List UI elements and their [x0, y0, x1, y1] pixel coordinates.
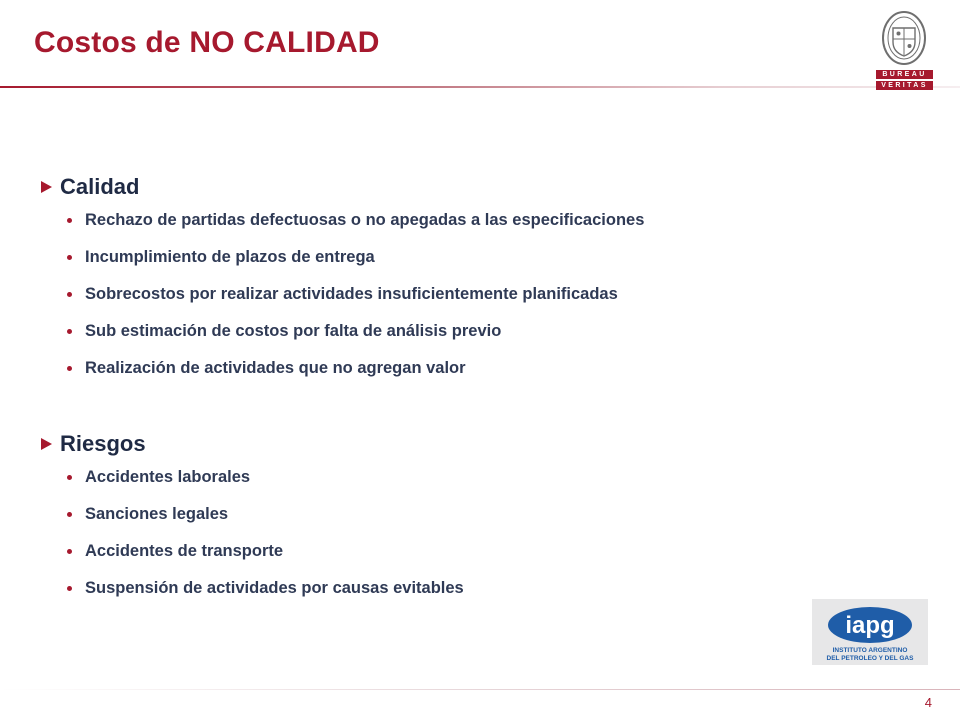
list-item-text: Sobrecostos por realizar actividades insuficientemente planificadas	[85, 285, 618, 303]
dot-bullet-icon	[67, 512, 72, 517]
iapg-caption-line2: DEL PETROLEO Y DEL GAS	[826, 655, 914, 662]
dot-bullet-icon	[67, 549, 72, 554]
triangle-bullet-icon	[41, 181, 52, 193]
list-item	[67, 239, 644, 276]
svg-text:iapg: iapg	[845, 612, 895, 639]
list-item-text: Suspensión de actividades por causas evitables	[85, 579, 464, 597]
dot-bullet-icon	[67, 475, 72, 480]
list-item	[67, 202, 644, 239]
section-title-riesgos: Riesgos	[60, 431, 146, 456]
iapg-caption-line1: INSTITUTO ARGENTINO	[832, 647, 908, 654]
list-item	[67, 350, 644, 387]
section-heading	[40, 172, 644, 202]
triangle-bullet-icon	[41, 438, 52, 450]
list-item	[67, 570, 464, 607]
bureau-label: BUREAU	[876, 70, 933, 79]
iapg-logo	[812, 599, 928, 665]
list-item-text: Rechazo de partidas defectuosas o no apegadas a las especificaciones	[85, 211, 645, 229]
list-item	[67, 496, 464, 533]
dot-bullet-icon	[67, 218, 72, 223]
list-item	[67, 533, 464, 570]
bureau-veritas-logo	[873, 10, 935, 88]
title-divider	[0, 86, 960, 88]
list-item-text: Realización de actividades que no agregan valor	[85, 359, 466, 377]
page-number: 4	[924, 695, 932, 710]
dot-bullet-icon	[67, 329, 72, 334]
calidad-list	[40, 202, 644, 387]
dot-bullet-icon	[67, 292, 72, 297]
footer-divider	[0, 689, 960, 690]
list-item	[67, 313, 644, 350]
slide-title: Costos de NO CALIDAD	[34, 26, 380, 59]
bureau-veritas-seal-icon	[881, 10, 927, 66]
section-heading	[40, 429, 464, 459]
section-calidad	[40, 172, 644, 387]
riesgos-list	[40, 459, 464, 607]
list-item-text: Accidentes de transporte	[85, 542, 284, 560]
dot-bullet-icon	[67, 586, 72, 591]
list-item	[67, 276, 644, 313]
section-riesgos	[40, 429, 464, 607]
list-item-text: Accidentes laborales	[85, 468, 251, 486]
iapg-wordmark-icon	[826, 605, 914, 645]
list-item-text: Sub estimación de costos por falta de análisis previo	[85, 322, 502, 340]
list-item-text: Sanciones legales	[85, 505, 229, 523]
list-item	[67, 459, 464, 496]
list-item-text: Incumplimiento de plazos de entrega	[85, 248, 375, 266]
section-title-calidad: Calidad	[60, 174, 140, 199]
dot-bullet-icon	[67, 255, 72, 260]
dot-bullet-icon	[67, 366, 72, 371]
veritas-label: VERITAS	[876, 81, 933, 90]
